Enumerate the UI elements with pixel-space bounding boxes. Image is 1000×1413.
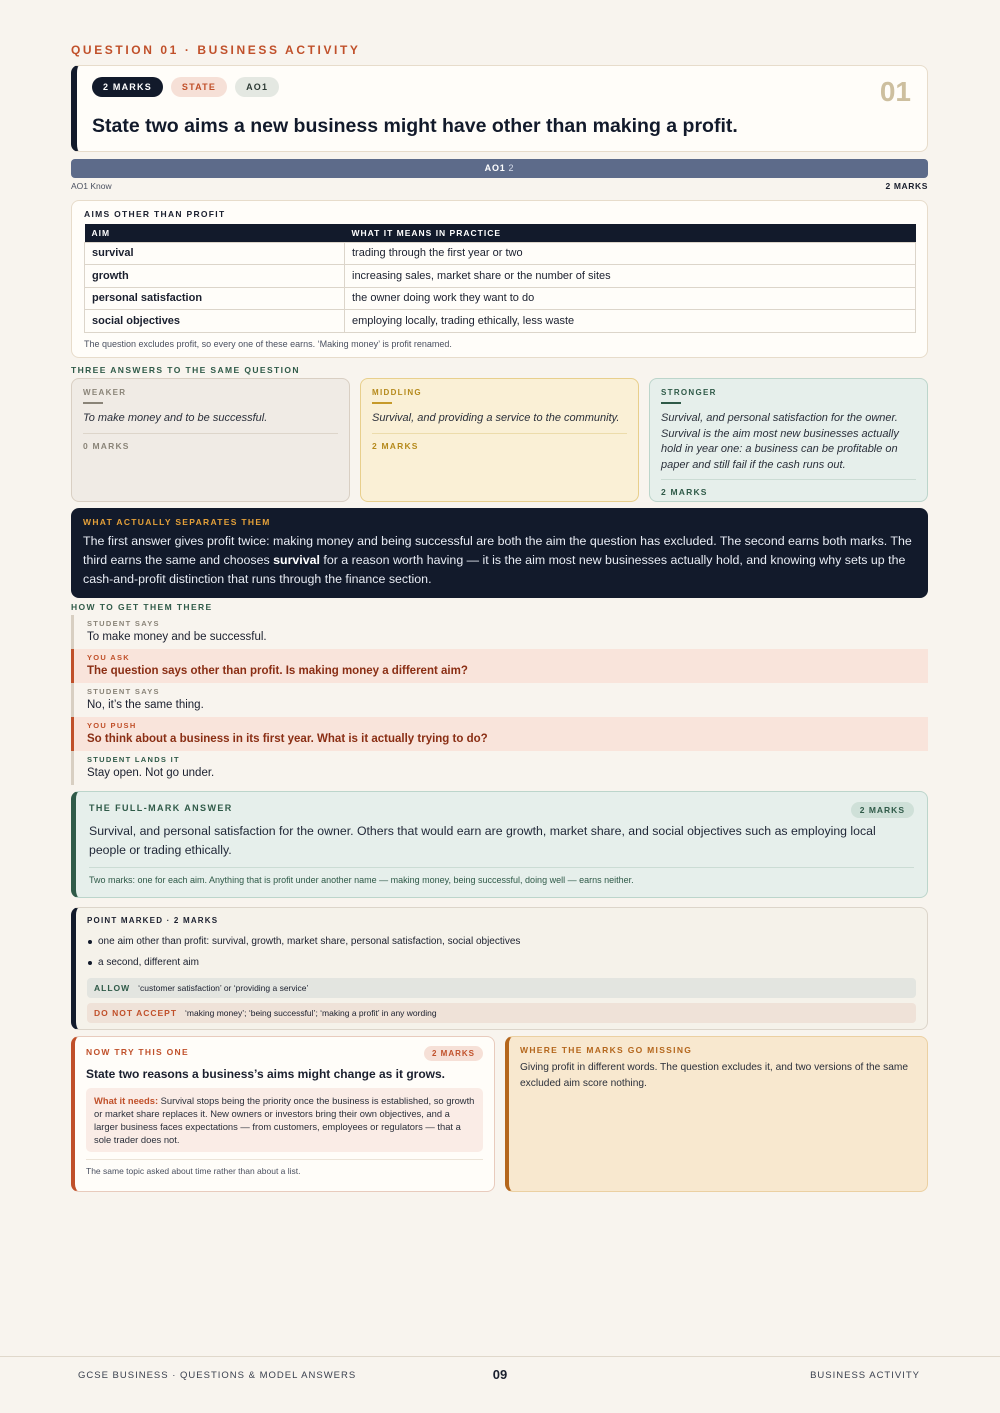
needs-key: What it needs: [94, 1095, 159, 1106]
table-row [85, 242, 916, 265]
ao-total-marks: 2 MARKS [885, 181, 928, 191]
answer-text: Survival, and providing a service to the community. [372, 411, 627, 434]
marks-missing-card [505, 1036, 928, 1192]
marks-badge: 2 MARKS [851, 802, 914, 818]
reject-key: DO NOT ACCEPT [94, 1008, 178, 1018]
full-mark-text: Survival, and personal satisfaction for the owner. Others that would earn are growth, market share, and social objectives such as employing local people or trading ethically. [89, 824, 876, 857]
question-text: State two aims a new business might have other than making a profit. [92, 115, 738, 137]
answer-label: MIDDLING [372, 388, 422, 397]
aim-cell: social objectives [85, 310, 345, 333]
meaning-cell: trading through the first year or two [345, 242, 916, 265]
speaker-label: STUDENT SAYS [87, 687, 160, 696]
allow-row [87, 978, 916, 998]
ao-bar-value: 2 [508, 163, 515, 173]
ao-bar-label: AO1 [484, 163, 506, 173]
separates-panel [71, 508, 928, 598]
question-number: 01 [879, 76, 911, 107]
divider [372, 402, 392, 404]
answer-marks: 0 MARKS [83, 440, 130, 451]
dialogue-turn-teacher [71, 649, 928, 683]
ao-bar [71, 159, 928, 178]
allow-key: ALLOW [94, 983, 131, 993]
answer-label: STRONGER [661, 388, 717, 397]
speaker-label: STUDENT LANDS IT [87, 755, 180, 764]
marks-missing-text: Giving profit in different words. The question excludes it, and two versions of the same excluded aim score nothing. [520, 1062, 909, 1089]
try-this-question: State two reasons a business’s aims might change as it grows. [86, 1067, 445, 1081]
table-row [85, 310, 916, 333]
separates-text-part: for a reason worth having — it is the aim most new businesses actually hold, and knowing why sets up the cash-and-profit distinction that runs through the finance section. [83, 553, 906, 586]
try-this-note: The same topic asked about time rather than about a list. [86, 1159, 483, 1176]
answer-text: Survival, and personal satisfaction for the owner. Survival is the aim most new businesses actually hold in year one: a business can be profitable on paper and still fail if the cash runs out. [661, 411, 916, 480]
try-this-label: NOW TRY THIS ONE [86, 1047, 189, 1057]
needs-text: Survival stops being the priority once the business is established, so growth or market share replaces it. New owners or investors bring their own objectives, and a larger business faces expectations — from customers, employees or regulators — that a sole trader does not. [94, 1095, 475, 1145]
aims-table [84, 224, 916, 333]
marks-missing-label: WHERE THE MARKS GO MISSING [520, 1045, 693, 1055]
stronger-answer-card [649, 378, 928, 502]
allow-text: ‘customer satisfaction’ or ‘providing a service’ [138, 983, 309, 993]
middling-answer-card [360, 378, 639, 502]
footer-right: BUSINESS ACTIVITY [810, 1370, 920, 1381]
dialogue-turn-student-lands [71, 751, 928, 785]
try-this-card [71, 1036, 495, 1192]
table-header: AIM [85, 224, 345, 242]
marks-tag: 2 MARKS [92, 77, 163, 97]
meaning-cell: employing locally, trading ethically, less waste [345, 310, 916, 333]
reject-text: ‘making money’; ‘being successful’; ‘making a profit’ in any wording [185, 1008, 437, 1018]
full-mark-label: THE FULL-MARK ANSWER [89, 803, 233, 813]
list-item: a second, different aim [87, 952, 916, 973]
aims-table-card [71, 200, 928, 358]
aims-note: The question excludes profit, so every one of these earns. ‘Making money’ is profit renamed. [84, 339, 452, 349]
command-tag: STATE [171, 77, 227, 97]
ao-tag: AO1 [235, 77, 279, 97]
list-item: one aim other than profit: survival, growth, market share, personal satisfaction, social objectives [87, 931, 916, 952]
speaker-line: So think about a business in its first year. What is it actually trying to do? [87, 733, 488, 745]
table-row [85, 287, 916, 310]
separates-emphasis: survival [273, 553, 320, 567]
answer-label: WEAKER [83, 388, 127, 397]
table-header: WHAT IT MEANS IN PRACTICE [345, 224, 916, 242]
point-marked-card [71, 907, 928, 1030]
dialogue-turn-student [71, 683, 928, 717]
reject-row [87, 1003, 916, 1023]
what-it-needs-box [86, 1088, 483, 1152]
separates-text [83, 532, 916, 589]
footer-left: GCSE BUSINESS · QUESTIONS & MODEL ANSWERS [78, 1370, 357, 1381]
divider [83, 402, 103, 404]
aim-cell: growth [85, 265, 345, 288]
page-footer [0, 1356, 1000, 1413]
section-kicker: QUESTION 01 · BUSINESS ACTIVITY [71, 43, 361, 57]
page-number: 09 [492, 1367, 508, 1382]
meaning-cell: the owner doing work they want to do [345, 287, 916, 310]
table-row [85, 265, 916, 288]
full-mark-answer-card [71, 791, 928, 898]
marks-badge: 2 MARKS [424, 1046, 483, 1061]
answer-marks: 2 MARKS [661, 487, 708, 497]
speaker-line: To make money and be successful. [87, 631, 267, 643]
marking-points [87, 931, 916, 973]
speaker-line: No, it’s the same thing. [87, 699, 204, 711]
answers-section-title: THREE ANSWERS TO THE SAME QUESTION [71, 365, 300, 375]
separates-label: WHAT ACTUALLY SEPARATES THEM [83, 517, 271, 527]
speaker-line: Stay open. Not go under. [87, 767, 215, 779]
aims-table-title: AIMS OTHER THAN PROFIT [84, 209, 226, 219]
question-tags [92, 77, 279, 97]
full-mark-note: Two marks: one for each aim. Anything that is profit under another name — making money, being successful, doing well — earns neither. [89, 867, 914, 885]
aim-cell: survival [85, 242, 345, 265]
answer-text: To make money and to be successful. [83, 411, 338, 434]
meaning-cell: increasing sales, market share or the number of sites [345, 265, 916, 288]
dialogue-turn-student [71, 615, 928, 649]
separates-text-part: The first answer gives profit twice: making money and being successful are both the aim the question has excluded. The second earns both marks. The third earns the same and chooses [83, 534, 912, 567]
aim-cell: personal satisfaction [85, 287, 345, 310]
question-card [71, 65, 928, 152]
speaker-label: STUDENT SAYS [87, 619, 160, 628]
ao-legend: AO1 Know [71, 181, 112, 191]
weaker-answer-card [71, 378, 350, 502]
divider [661, 402, 681, 404]
speaker-label: YOU ASK [87, 653, 130, 662]
dialogue-turn-teacher [71, 717, 928, 751]
speaker-line: The question says other than profit. Is making money a different aim? [87, 665, 468, 677]
point-marked-label: POINT MARKED · 2 MARKS [87, 916, 219, 925]
speaker-label: YOU PUSH [87, 721, 137, 730]
dialogue-section-title: HOW TO GET THEM THERE [71, 602, 213, 612]
answer-marks: 2 MARKS [372, 440, 419, 451]
